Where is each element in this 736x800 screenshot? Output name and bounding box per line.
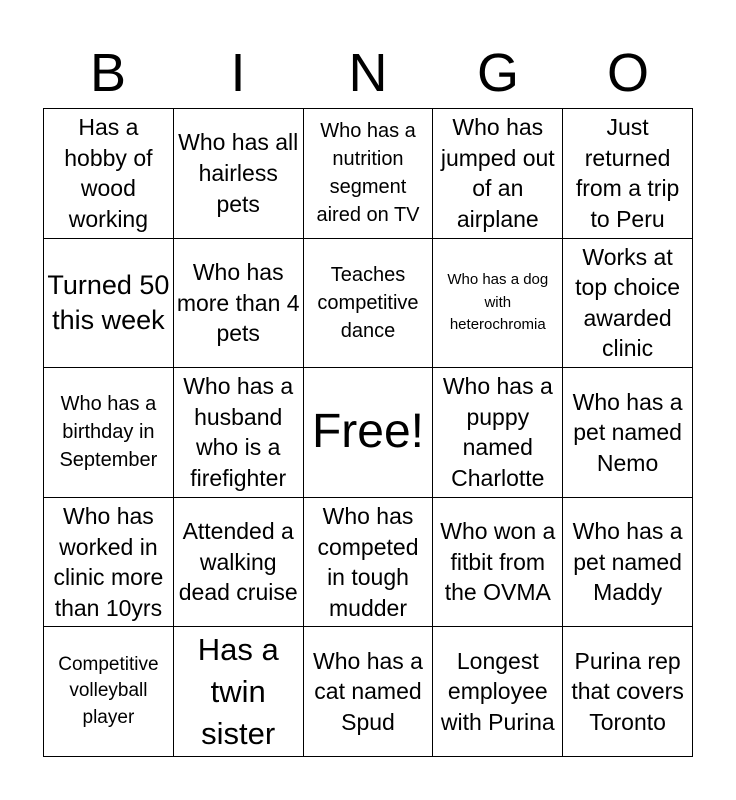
- bingo-cell[interactable]: [174, 627, 304, 757]
- header-letter-b: B: [89, 43, 127, 103]
- bingo-cell-text: Who has a husband who is a firefighter: [183, 373, 294, 492]
- bingo-cell[interactable]: [44, 627, 174, 757]
- bingo-cell-text: Who has jumped out of an airplane: [440, 114, 555, 232]
- bingo-cell[interactable]: [433, 368, 563, 498]
- free-space-text: Free!: [311, 405, 424, 459]
- bingo-cell[interactable]: [563, 239, 693, 369]
- bingo-cell[interactable]: [304, 239, 434, 369]
- bingo-cell-text: Purina rep that covers Toronto: [571, 647, 684, 735]
- bingo-cell-text: Who has a dog with heterochromia: [447, 271, 549, 334]
- bingo-cell[interactable]: [433, 627, 563, 757]
- header-letter-n: N: [348, 43, 388, 103]
- bingo-cell-text: Has a twin sister: [197, 631, 279, 751]
- bingo-cell[interactable]: [433, 498, 563, 628]
- bingo-cell-text: Longest employee with Purina: [440, 647, 555, 735]
- bingo-cell-text: Has a hobby of wood working: [64, 114, 153, 232]
- bingo-cell[interactable]: [563, 109, 693, 239]
- bingo-cell[interactable]: [304, 109, 434, 239]
- bingo-cell-text: Who has competed in tough mudder: [317, 502, 419, 621]
- bingo-header: [43, 40, 693, 106]
- bingo-cell-text: Who has more than 4 pets: [176, 259, 300, 347]
- bingo-cell-text: Who has a puppy named Charlotte: [442, 373, 553, 492]
- bingo-cell[interactable]: [304, 498, 434, 628]
- bingo-cell-text: Competitive volleyball player: [58, 653, 159, 728]
- bingo-cell-text: Turned 50 this week: [47, 269, 170, 335]
- header-letter-g: G: [476, 43, 519, 103]
- bingo-cell-text: Who has worked in clinic more than 10yrs: [53, 502, 164, 621]
- bingo-cell[interactable]: [44, 498, 174, 628]
- free-space-cell[interactable]: [304, 368, 434, 498]
- bingo-cell[interactable]: [44, 109, 174, 239]
- bingo-cell[interactable]: [44, 368, 174, 498]
- bingo-cell-text: Who has a birthday in September: [59, 393, 158, 472]
- bingo-cell[interactable]: [174, 109, 304, 239]
- header-letter-o: O: [606, 43, 649, 103]
- bingo-cell-text: Who has a pet named Nemo: [572, 388, 683, 476]
- bingo-cell[interactable]: [304, 627, 434, 757]
- bingo-cell-text: Works at top choice awarded clinic: [575, 243, 681, 362]
- bingo-grid: [43, 108, 693, 757]
- bingo-cell[interactable]: [174, 498, 304, 628]
- bingo-cell-text: Who has all hairless pets: [178, 129, 299, 217]
- bingo-cell[interactable]: [563, 627, 693, 757]
- bingo-cell-text: Who has a nutrition segment aired on TV: [316, 120, 420, 227]
- bingo-cell-text: Who has a pet named Maddy: [572, 518, 683, 606]
- bingo-cell[interactable]: [433, 239, 563, 369]
- header-letter-i: I: [230, 43, 246, 103]
- bingo-cell-text: Teaches competitive dance: [317, 263, 419, 342]
- bingo-cell[interactable]: [174, 368, 304, 498]
- bingo-cell[interactable]: [44, 239, 174, 369]
- bingo-cell[interactable]: [563, 368, 693, 498]
- bingo-cell-text: Just returned from a trip to Peru: [575, 114, 680, 232]
- bingo-cell[interactable]: [563, 498, 693, 628]
- bingo-cell-text: Attended a walking dead cruise: [178, 518, 298, 606]
- bingo-cell[interactable]: [433, 109, 563, 239]
- bingo-cell-text: Who has a cat named Spud: [313, 647, 423, 735]
- bingo-cell[interactable]: [174, 239, 304, 369]
- bingo-cell-text: Who won a fitbit from the OVMA: [440, 518, 556, 606]
